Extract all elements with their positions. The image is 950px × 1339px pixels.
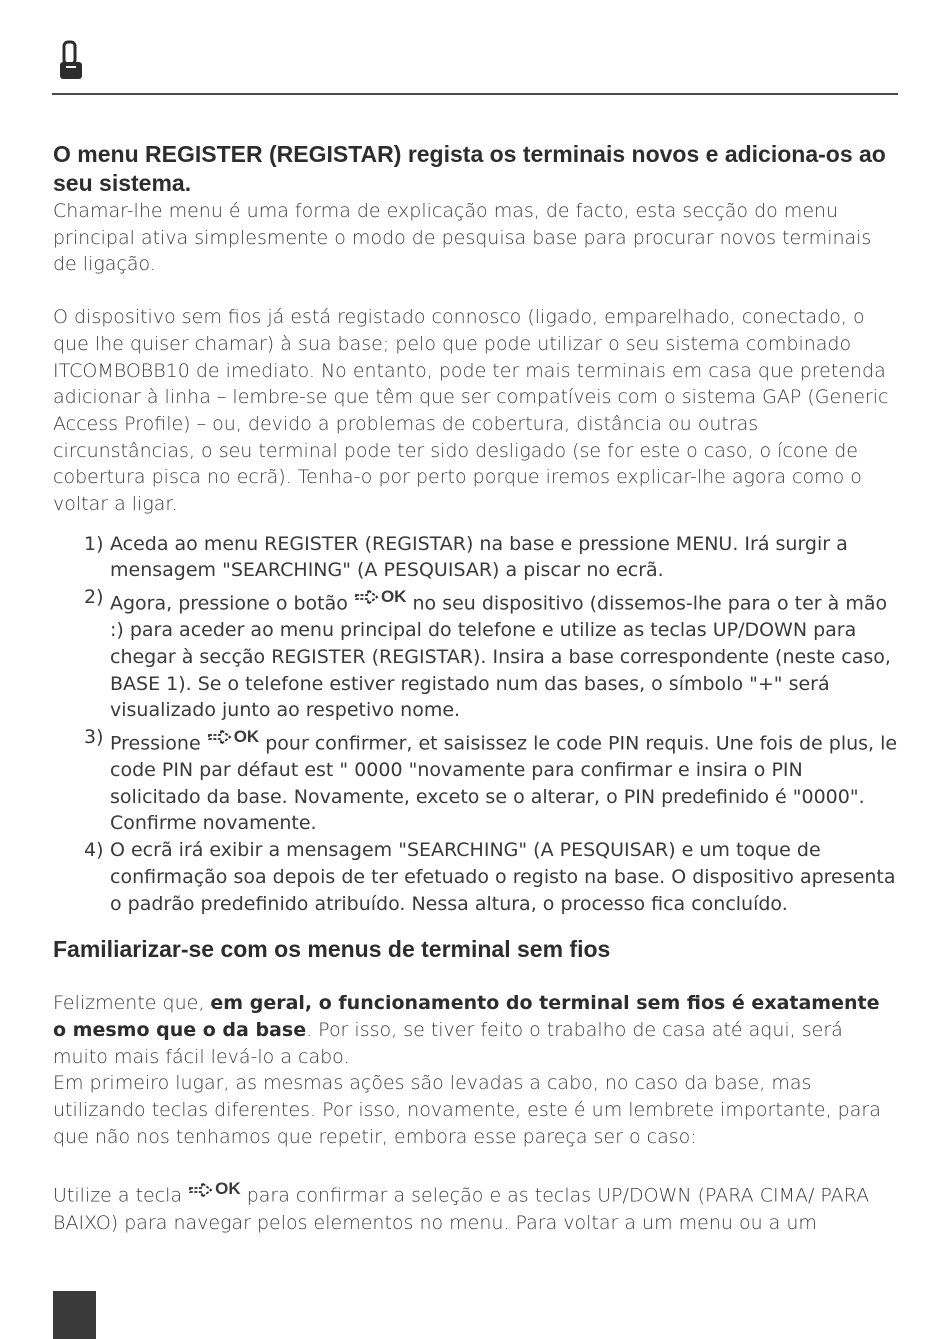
- ok-key-icon: OK: [354, 584, 407, 611]
- page-tab-marker: [53, 1291, 96, 1339]
- section2-para3: Utilize a tecla OK para confirmar a seleção e as teclas UP/DOWN (PARA CIMA/ PARA BAIXO) para navegar pelos elementos no menu. Para voltar a um menu ou a um: [53, 1176, 898, 1236]
- section2-para2: Em primeiro lugar, as mesmas ações são levadas a cabo, no caso da base, mas utilizando teclas diferentes. Por isso, novamente, este é um lembrete importante, para que não nos tenhamos que repetir, embora esse pareça ser o caso:: [53, 1072, 881, 1148]
- section1-para1: Chamar-lhe menu é uma forma de explicação mas, de facto, esta secção do menu principal ativa simplesmente o modo de pesquisa base para procurar novos terminais de ligação.: [53, 200, 872, 276]
- header-rule: [52, 93, 898, 95]
- register-steps: [53, 531, 898, 918]
- step-3: 3) Pressione OK pour confirmer, et saisissez le code PIN requis. Une fois de plus, le code PIN par défaut est " 0000 "novamente para confirmar e insira o PIN solicitado da base. Novamente, exceto se o alterar, o PIN predefinido é "0000". Confirme novamente.: [84, 726, 898, 835]
- section1-title: O menu REGISTER (REGISTAR) regista os terminais novos e adiciona-os ao seu sistema.: [53, 141, 886, 196]
- section1-para2: O dispositivo sem fios já está registado connosco (ligado, emparelhado, conectado, o que lhe quiser chamar) à sua base; pelo que pode utilizar o seu sistema combinado ITCOMBOBB10 de imediato. No entanto, pode ter mais terminais em casa que pretenda adicionar à linha – lembre-se que têm que ser compatíveis com o sistema GAP (Generic Access Profile) – ou, devido a problemas de cobertura, distância ou outras circunstâncias, o seu terminal pode ter sido desligado (se for este o caso, o ícone de cobertura pisca no ecrã). Tenha-o por perto porque iremos explicar-lhe agora como o voltar a ligar.: [53, 306, 889, 516]
- ok-key-icon: OK: [188, 1176, 241, 1203]
- step-4: 4) O ecrã irá exibir a mensagem "SEARCHING" (A PESQUISAR) e um toque de confirmação soa depois de ter efetuado o registo na base. O dispositivo apresenta o padrão predefinido atribuído. Nessa altura, o processo fica concluído.: [84, 839, 896, 915]
- step-2: 2) Agora, pressione o botão OK no seu dispositivo (dissemos-lhe para o ter à mão :) para aceder ao menu principal do telefone e utilize as teclas UP/DOWN para chegar à secção REGISTER (REGISTAR). Insira a base correspondente (neste caso, BASE 1). Se o telefone estiver registado num das bases, o símbolo "+" será visualizado junto ao respetivo nome.: [84, 586, 891, 722]
- section2-title: Familiarizar-se com os menus de terminal sem fios: [53, 936, 611, 963]
- ok-key-icon: OK: [207, 724, 260, 751]
- handset-icon: [57, 40, 85, 82]
- page-content: [53, 140, 898, 1236]
- step-1: 1) Aceda ao menu REGISTER (REGISTAR) na base e pressione MENU. Irá surgir a mensagem "SEARCHING" (A PESQUISAR) a piscar no ecrã.: [84, 532, 848, 582]
- section2-para1: Felizmente que, em geral, o funcionamento do terminal sem fios é exatamente o mesmo que o da base. Por isso, se tiver feito o trabalho de casa até aqui, será muito mais fácil levá-lo a cabo.: [53, 992, 880, 1068]
